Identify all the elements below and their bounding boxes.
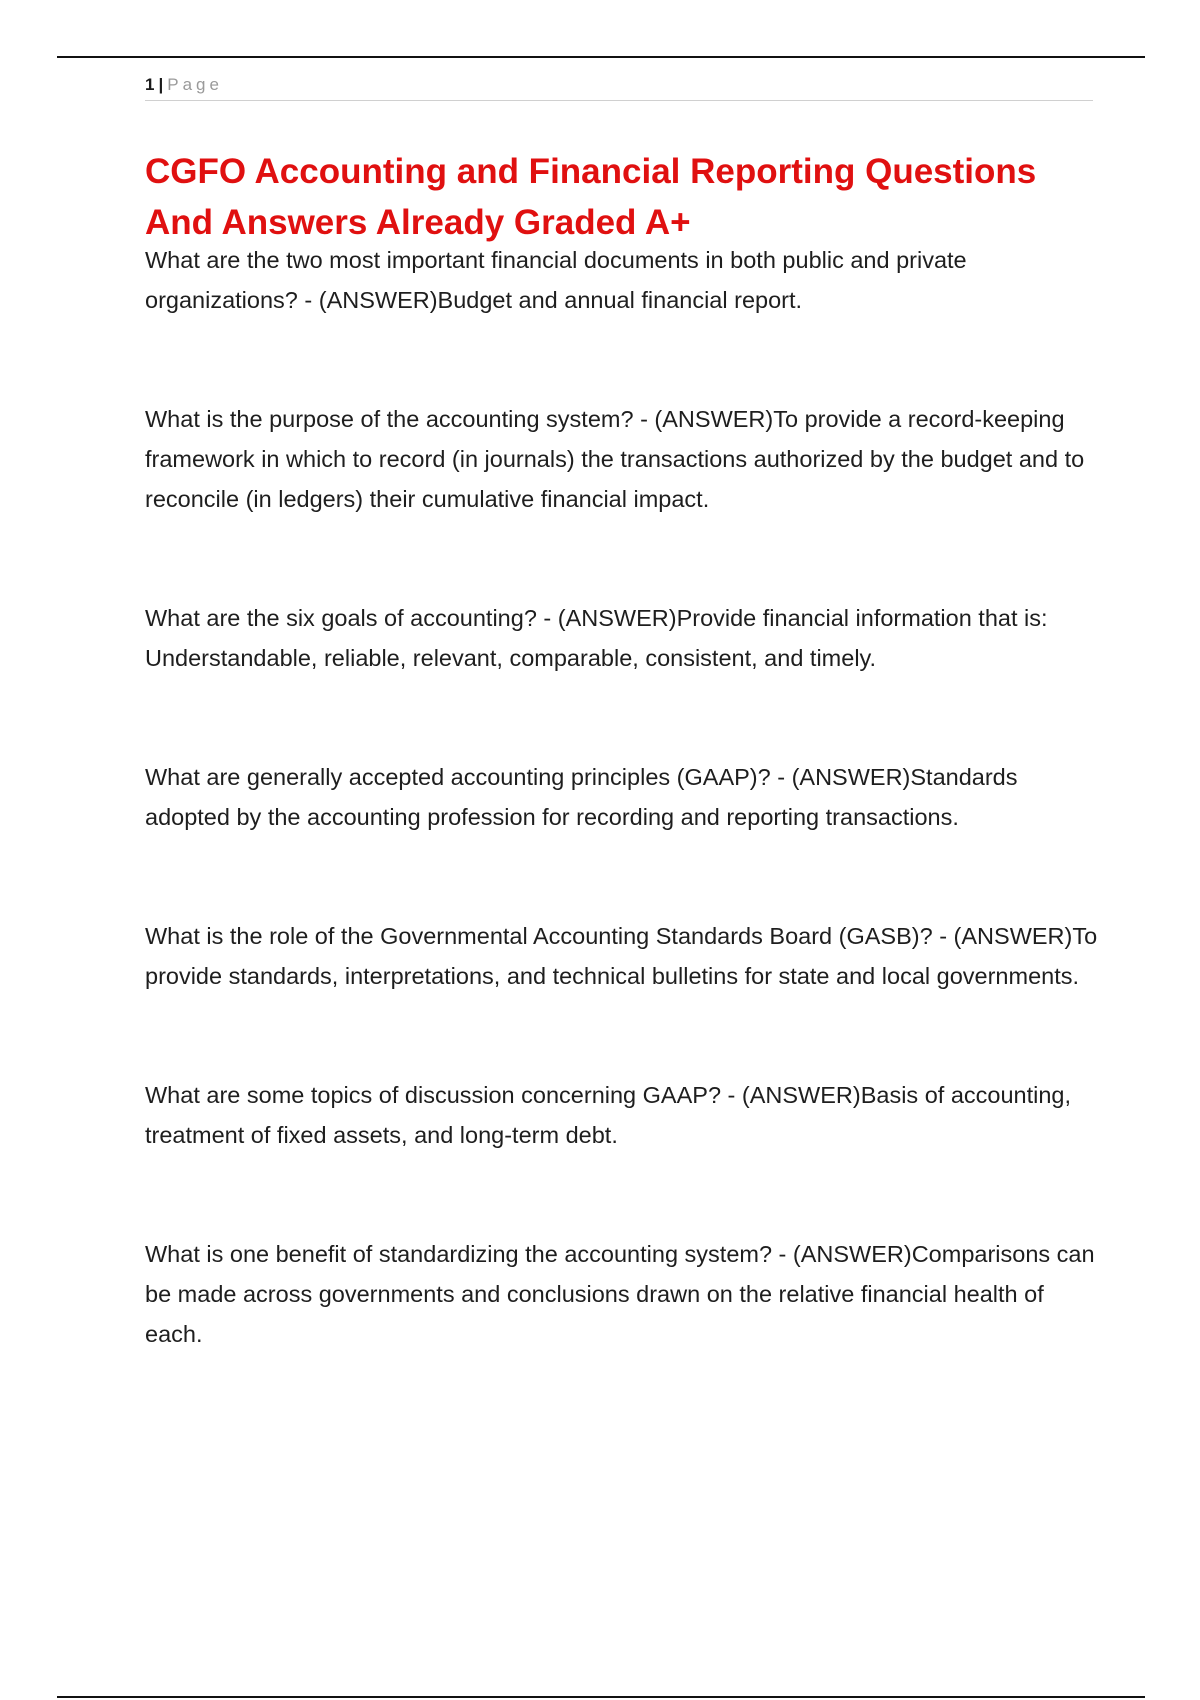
qa-item: What are some topics of discussion concerning GAAP? - (ANSWER)Basis of accounting, treatment of fixed assets, and long-term debt. <box>145 1082 1072 1148</box>
page-header <box>145 74 1093 101</box>
page-label: Page <box>167 75 223 94</box>
qa-item: What is the purpose of the accounting system? - (ANSWER)To provide a record-keeping framework in which to record (in journals) the transactions authorized by the budget and to reconcile (in ledgers) their cumulative financial impact. <box>145 406 1085 512</box>
qa-item: What are generally accepted accounting principles (GAAP)? - (ANSWER)Standards adopted by the accounting profession for recording and reporting transactions. <box>145 764 1018 830</box>
bottom-rule <box>57 1696 1145 1698</box>
qa-item: What are the six goals of accounting? - (ANSWER)Provide financial information that is: Understandable, reliable, relevant, comparable, consistent, and timely. <box>145 605 1048 671</box>
qa-item: What is the role of the Governmental Accounting Standards Board (GASB)? - (ANSWER)To provide standards, interpretations, and technical bulletins for state and local governments. <box>145 923 1098 989</box>
document-title: CGFO Accounting and Financial Reporting Questions And Answers Already Graded A+ <box>145 152 1037 242</box>
qa-item: What is one benefit of standardizing the accounting system? - (ANSWER)Comparisons can be made across governments and conclusions drawn on the relative financial health of each. <box>145 1241 1095 1347</box>
top-rule <box>57 56 1145 58</box>
qa-list <box>145 240 1100 1354</box>
qa-item: What are the two most important financial documents in both public and private organizations? - (ANSWER)Budget and annual financial report. <box>145 247 967 313</box>
page-number: 1 <box>145 75 155 94</box>
page-separator: | <box>158 75 164 94</box>
